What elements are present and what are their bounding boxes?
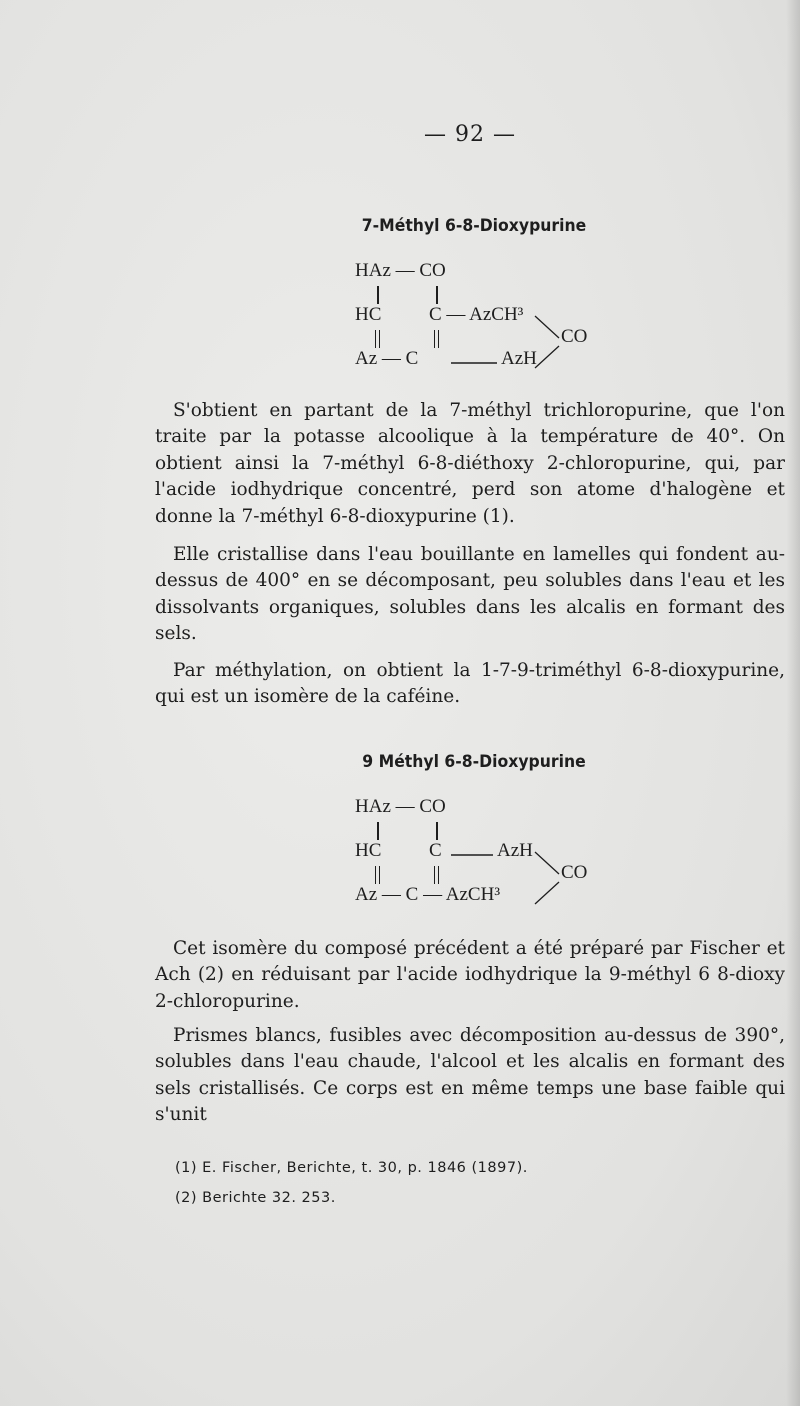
paragraph: Par méthylation, on obtient la 1-7-9-triméthyl 6-8-dioxypurine, qui est un isomère de la caféine. bbox=[155, 660, 785, 708]
single-bond bbox=[436, 286, 438, 304]
formula-co: CO bbox=[561, 862, 588, 883]
single-bond bbox=[436, 822, 438, 840]
double-bond bbox=[375, 866, 380, 884]
structural-formula-7-methyl bbox=[355, 258, 605, 378]
structural-formula-9-methyl bbox=[355, 794, 605, 914]
formula-row-2-right: AzH bbox=[497, 840, 533, 861]
paragraph: Prismes blancs, fusibles avec décomposition au-dessus de 390°, solubles dans l'eau chaude, l'alcool et les alcalis en formant des sels cristallisés. Ce corps est en même temps une base faible qui s'unit bbox=[155, 1025, 785, 1126]
footnote: (1) E. Fischer, Berichte, t. 30, p. 1846 (1897). bbox=[175, 1160, 528, 1176]
single-bond bbox=[377, 286, 379, 304]
formula-row-2-left: HC bbox=[355, 840, 382, 861]
page-edge-shadow bbox=[786, 0, 800, 1406]
formula-row-2-mid: C — AzCH³ bbox=[429, 304, 524, 325]
formula-row-2-left: HC bbox=[355, 304, 382, 325]
formula-row-1: HAz — CO bbox=[355, 796, 446, 817]
bond-line bbox=[451, 854, 493, 856]
formula-co: CO bbox=[561, 326, 588, 347]
footnote: (2) Berichte 32. 253. bbox=[175, 1190, 336, 1206]
formula-row-2-mid: C bbox=[429, 840, 442, 861]
formula-row-3: Az — C — AzCH³ bbox=[355, 884, 501, 905]
section-title-9-methyl: 9 Méthyl 6-8-Dioxypurine bbox=[362, 752, 586, 772]
paragraph: S'obtient en partant de la 7-méthyl trichloropurine, que l'on traite par la potasse alcoolique à la température de 40°. On obtient ainsi la 7-méthyl 6-8-diéthoxy 2-chloropurine, qui, par l'acide iodhydrique concentré, perd son atome d'halogène et donne la 7-méthyl 6-8-dioxypurine (1). bbox=[155, 400, 785, 527]
paragraph: Elle cristallise dans l'eau bouillante en lamelles qui fondent au-dessus de 400° en se décomposant, peu solubles dans l'eau et les dissolvants organiques, solubles dans les alcalis en formant des sels. bbox=[155, 544, 785, 645]
section-title-7-methyl: 7-Méthyl 6-8-Dioxypurine bbox=[361, 216, 587, 236]
bond-line bbox=[451, 362, 497, 364]
single-bond bbox=[377, 822, 379, 840]
paragraph: Cet isomère du composé précédent a été préparé par Fischer et Ach (2) en réduisant par l'acide iodhydrique la 9-méthyl 6 8-dioxy 2-chloropurine. bbox=[155, 938, 785, 1012]
page-number: — 92 — bbox=[424, 122, 516, 147]
double-bond bbox=[375, 330, 380, 348]
formula-row-1: HAz — CO bbox=[355, 260, 446, 281]
double-bond bbox=[434, 866, 439, 884]
double-bond bbox=[434, 330, 439, 348]
formula-row-3-right: AzH bbox=[501, 348, 537, 369]
formula-row-3-left: Az — C bbox=[355, 348, 419, 369]
